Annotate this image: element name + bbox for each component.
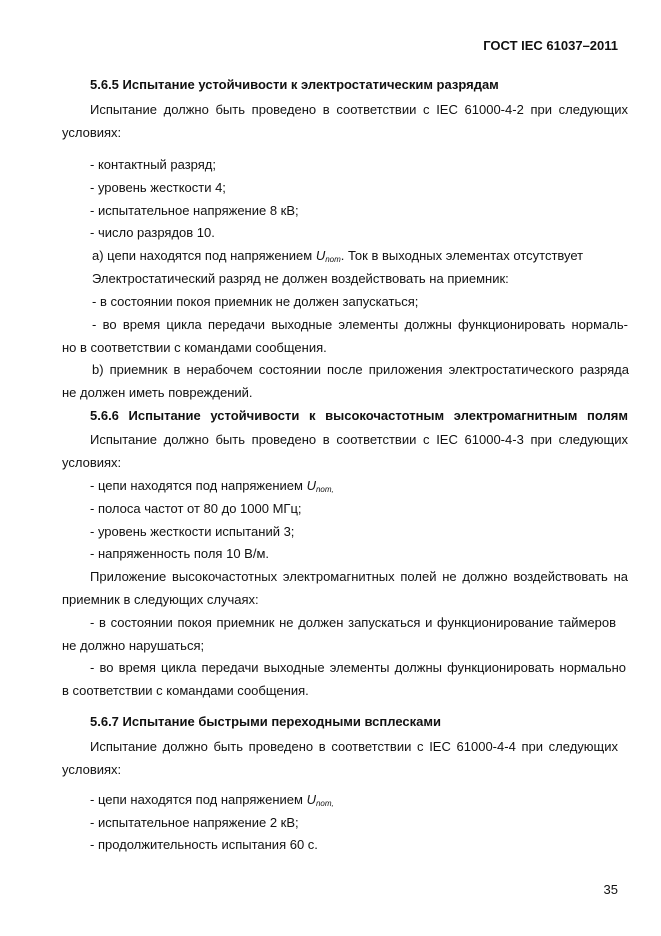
paragraph-line: b) приемник в нерабочем состоянии после приложения электростатического разряда bbox=[92, 362, 629, 377]
list-item: - число разрядов 10. bbox=[90, 225, 215, 240]
list-item: - во время цикла передачи выходные элементы должны функционировать нормаль- bbox=[92, 317, 628, 332]
voltage-symbol: U bbox=[306, 478, 316, 493]
voltage-subscript: nom bbox=[325, 255, 341, 264]
text-run: . Ток в выходных элементах отсутствует bbox=[340, 248, 584, 263]
list-item-continuation: в соответствии с командами сообщения. bbox=[62, 683, 309, 698]
paragraph-line bbox=[92, 248, 583, 268]
paragraph-line: Испытание должно быть проведено в соответствии с IEC 61000-4-4 при следующих bbox=[90, 739, 618, 754]
list-item bbox=[90, 478, 334, 498]
text-run: a) цепи находятся под напряжением bbox=[92, 248, 316, 263]
text-run: - цепи находятся под напряжением bbox=[90, 792, 307, 807]
section-heading-5-6-7: 5.6.7 Испытание быстрыми переходными всплесками bbox=[90, 714, 441, 729]
paragraph-line: не должен иметь повреждений. bbox=[62, 385, 253, 400]
list-item: - испытательное напряжение 2 кВ; bbox=[90, 815, 299, 830]
paragraph-line: приемник в следующих случаях: bbox=[62, 592, 259, 607]
text-run: - цепи находятся под напряжением bbox=[90, 478, 307, 493]
section-heading-5-6-5: 5.6.5 Испытание устойчивости к электростатическим разрядам bbox=[90, 77, 499, 92]
paragraph-line: Испытание должно быть проведено в соответствии с IEC 61000-4-2 при следующих bbox=[90, 102, 628, 117]
list-item: - в состоянии покоя приемник не должен запускаться и функционирование таймеров bbox=[90, 615, 616, 630]
voltage-symbol: U bbox=[315, 248, 326, 263]
voltage-symbol: U bbox=[306, 792, 316, 807]
paragraph-line: Электростатический разряд не должен воздействовать на приемник: bbox=[92, 271, 509, 286]
page-number: 35 bbox=[603, 882, 618, 897]
list-item: - уровень жесткости испытаний 3; bbox=[90, 524, 295, 539]
list-item-continuation: но в соответствии с командами сообщения. bbox=[62, 340, 327, 355]
paragraph-line: Приложение высокочастотных электромагнитных полей не должно воздействовать на bbox=[90, 569, 628, 584]
list-item: - контактный разряд; bbox=[90, 157, 217, 172]
list-item: - испытательное напряжение 8 кВ; bbox=[90, 203, 299, 218]
paragraph-line: условиях: bbox=[62, 125, 122, 140]
voltage-subscript: nom, bbox=[315, 485, 334, 494]
list-item: - полоса частот от 80 до 1000 МГц; bbox=[90, 501, 302, 516]
section-heading-5-6-6: 5.6.6 Испытание устойчивости к высокочастотным электромагнитным полям bbox=[90, 408, 628, 423]
list-item: - уровень жесткости 4; bbox=[90, 180, 226, 195]
list-item: - во время цикла передачи выходные элементы должны функционировать нормально bbox=[90, 660, 626, 675]
list-item: - продолжительность испытания 60 с. bbox=[90, 837, 318, 852]
list-item: - напряженность поля 10 В/м. bbox=[90, 546, 269, 561]
paragraph-line: Испытание должно быть проведено в соответствии с IEC 61000-4-3 при следующих bbox=[90, 432, 628, 447]
paragraph-line: условиях: bbox=[62, 762, 122, 777]
document-header: ГОСТ IEC 61037–2011 bbox=[483, 38, 618, 53]
list-item-continuation: не должно нарушаться; bbox=[62, 638, 205, 653]
paragraph-line: условиях: bbox=[62, 455, 122, 470]
list-item: - в состоянии покоя приемник не должен запускаться; bbox=[92, 294, 419, 309]
list-item bbox=[90, 792, 334, 812]
voltage-subscript: nom, bbox=[315, 799, 334, 808]
